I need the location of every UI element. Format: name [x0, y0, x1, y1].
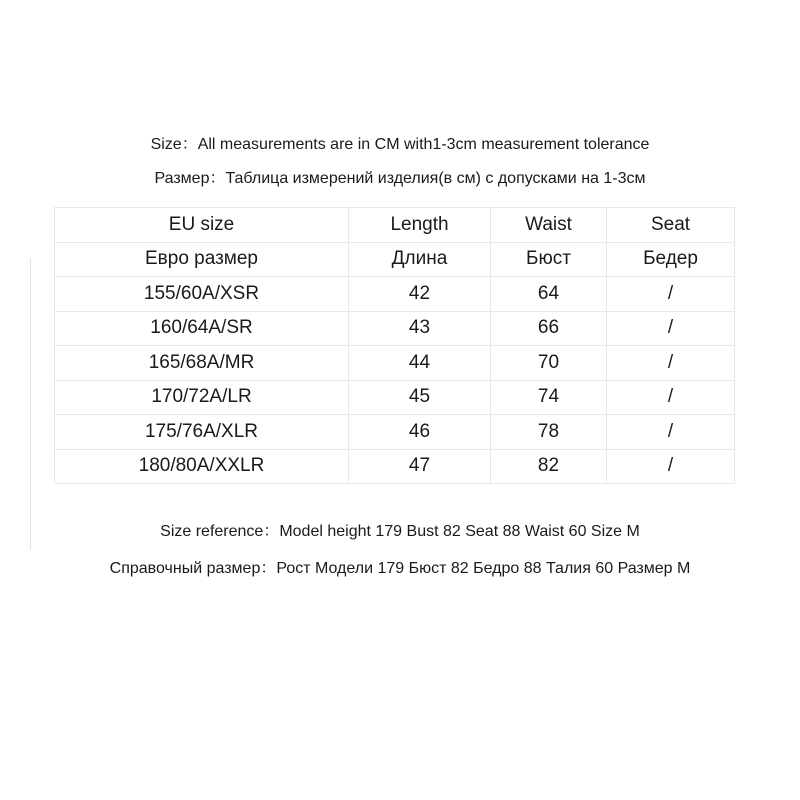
- cell-size: 180/80A/XXLR: [55, 449, 349, 484]
- header-cell-waist-ru: Бюст: [491, 242, 607, 277]
- cell-seat: /: [607, 380, 735, 415]
- cell-length: 42: [349, 277, 491, 312]
- table-row: [55, 277, 735, 312]
- cell-length: 45: [349, 380, 491, 415]
- cell-seat: /: [607, 346, 735, 381]
- cell-size: 175/76A/XLR: [55, 415, 349, 450]
- measurement-note-ru: Размер：Таблица измерений изделия(в см) с допусками на 1-3см: [154, 170, 646, 187]
- size-reference-ru: Справочный размер：Рост Модели 179 Бюст 82 Бедро 88 Талия 60 Размер M: [109, 560, 691, 577]
- cell-length: 46: [349, 415, 491, 450]
- measurement-note-en: Size：All measurements are in CM with1-3cm measurement tolerance: [150, 136, 650, 153]
- cell-waist: 78: [491, 415, 607, 450]
- header-cell-length: Length: [349, 208, 491, 243]
- size-reference-en: Size reference：Model height 179 Bust 82 Seat 88 Waist 60 Size M: [160, 523, 640, 540]
- table-row: [55, 449, 735, 484]
- cell-seat: /: [607, 277, 735, 312]
- cell-length: 47: [349, 449, 491, 484]
- cell-seat: /: [607, 415, 735, 450]
- cell-size: 160/64A/SR: [55, 311, 349, 346]
- cell-size: 170/72A/LR: [55, 380, 349, 415]
- table-row: [55, 415, 735, 450]
- cell-size: 165/68A/MR: [55, 346, 349, 381]
- header-cell-waist: Waist: [491, 208, 607, 243]
- header-cell-seat-ru: Бедер: [607, 242, 735, 277]
- cell-waist: 82: [491, 449, 607, 484]
- cell-seat: /: [607, 311, 735, 346]
- cell-seat: /: [607, 449, 735, 484]
- table-row: [55, 346, 735, 381]
- header-cell-eu-size-ru: Евро размер: [55, 242, 349, 277]
- cell-waist: 66: [491, 311, 607, 346]
- cell-waist: 70: [491, 346, 607, 381]
- cell-length: 43: [349, 311, 491, 346]
- cell-length: 44: [349, 346, 491, 381]
- size-chart-table: [54, 207, 735, 484]
- cell-waist: 74: [491, 380, 607, 415]
- header-cell-seat: Seat: [607, 208, 735, 243]
- cell-waist: 64: [491, 277, 607, 312]
- table-header-row-en: [55, 208, 735, 243]
- table-row: [55, 311, 735, 346]
- cell-size: 155/60A/XSR: [55, 277, 349, 312]
- header-cell-length-ru: Длина: [349, 242, 491, 277]
- header-cell-eu-size: EU size: [55, 208, 349, 243]
- left-edge-line: [30, 258, 31, 550]
- table-row: [55, 380, 735, 415]
- table-header-row-ru: [55, 242, 735, 277]
